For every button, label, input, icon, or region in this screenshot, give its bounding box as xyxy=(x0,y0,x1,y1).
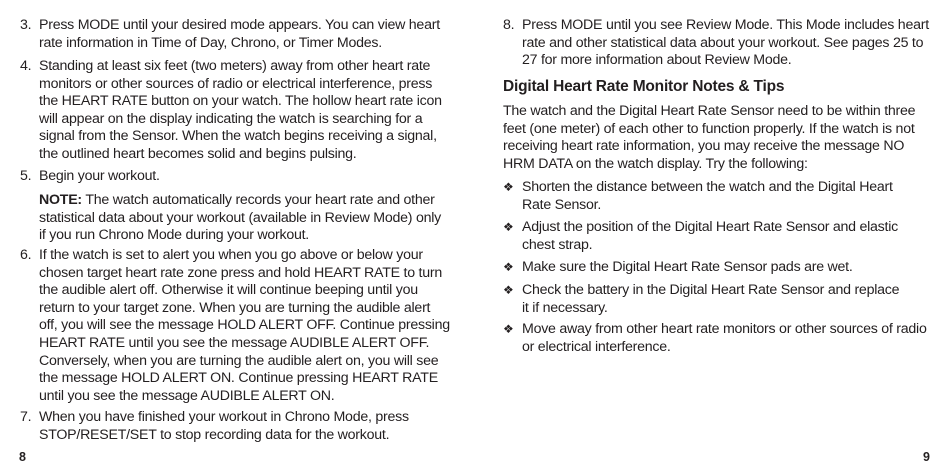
step-number: 4. xyxy=(20,58,32,74)
page-number-right: 9 xyxy=(923,450,930,464)
step-number: 6. xyxy=(20,247,32,263)
diamond-bullet-icon: ❖ xyxy=(503,260,514,274)
step-number: 7. xyxy=(20,409,32,425)
note-text: The watch automatically records your heart rate and other statistical data about your workout (available in Review Mode) only if you run Chrono Mode during your workout. xyxy=(39,192,441,244)
page-number-left: 8 xyxy=(19,450,26,464)
step-7 xyxy=(20,409,440,444)
tip-item xyxy=(503,321,935,356)
step-text: When you have finished your workout in Chrono Mode, press STOP/RESET/SET to stop recording data for the workout. xyxy=(39,409,409,443)
diamond-bullet-icon: ❖ xyxy=(503,283,514,297)
tip-text: Move away from other heart rate monitors or other sources of radio or electrical interference. xyxy=(522,321,927,355)
tip-text: Check the battery in the Digital Heart Rate Sensor and replace it if necessary. xyxy=(522,282,900,316)
tip-text: Adjust the position of the Digital Heart Rate Sensor and elastic chest strap. xyxy=(522,219,898,253)
step-text: Standing at least six feet (two meters) away from other heart rate monitors or other sources of radio or electrical interference, press the HEART RATE button on your watch. The hollow heart rate icon will appear on the display indicating the watch is searching for a signal from the Sensor. When the watch begins receiving a signal, the outlined heart becomes solid and begins pulsing. xyxy=(39,58,442,162)
tip-item xyxy=(503,219,923,254)
diamond-bullet-icon: ❖ xyxy=(503,322,514,336)
step-text: Press MODE until you see Review Mode. This Mode includes heart rate and other statistical data about your workout. See pages 25 to 27 for more information about Review Mode. xyxy=(522,17,929,69)
step-6 xyxy=(20,247,450,405)
intro-paragraph: The watch and the Digital Heart Rate Sensor need to be within three feet (one meter) of each other to function properly. If the watch is not receiving heart rate information, you may receive the message NO HRM DATA on the watch display. Try the following: xyxy=(503,103,916,172)
diamond-bullet-icon: ❖ xyxy=(503,220,514,234)
step-text: Press MODE until your desired mode appears. You can view heart rate information in Time of Day, Chrono, or Timer Modes. xyxy=(39,17,440,51)
step-3 xyxy=(20,17,440,52)
section-heading: Digital Heart Rate Monitor Notes & Tips xyxy=(503,78,785,95)
note-label: NOTE: xyxy=(39,192,82,208)
tip-item xyxy=(503,259,923,277)
step-number: 3. xyxy=(20,17,32,33)
step-4 xyxy=(20,58,445,164)
tip-item xyxy=(503,282,908,317)
step-number: 5. xyxy=(20,168,32,184)
step-number: 8. xyxy=(503,17,515,33)
tip-text: Make sure the Digital Heart Rate Sensor pads are wet. xyxy=(522,259,853,275)
step-8 xyxy=(503,17,933,70)
step-text: If the watch is set to alert you when you go above or below your chosen target heart rate zone press and hold HEART RATE to turn the audible alert off. Otherwise it will continue beeping until you return to your target zone. When you are turning the audible alert off, you will see the message HOLD ALERT OFF. Continue pressing HEART RATE until you see the message AUDIBLE ALERT OFF. Conversely, when you are turning the audible alert on, you will see the message HOLD ALERT ON. Continue pressing HEART RATE until you see the message AUDIBLE ALERT ON. xyxy=(39,247,450,404)
note-block xyxy=(39,192,442,245)
tip-text: Shorten the distance between the watch and the Digital Heart Rate Sensor. xyxy=(522,179,893,213)
tip-item xyxy=(503,179,923,214)
step-text: Begin your workout. xyxy=(39,168,160,184)
diamond-bullet-icon: ❖ xyxy=(503,180,514,194)
step-5 xyxy=(20,168,440,186)
